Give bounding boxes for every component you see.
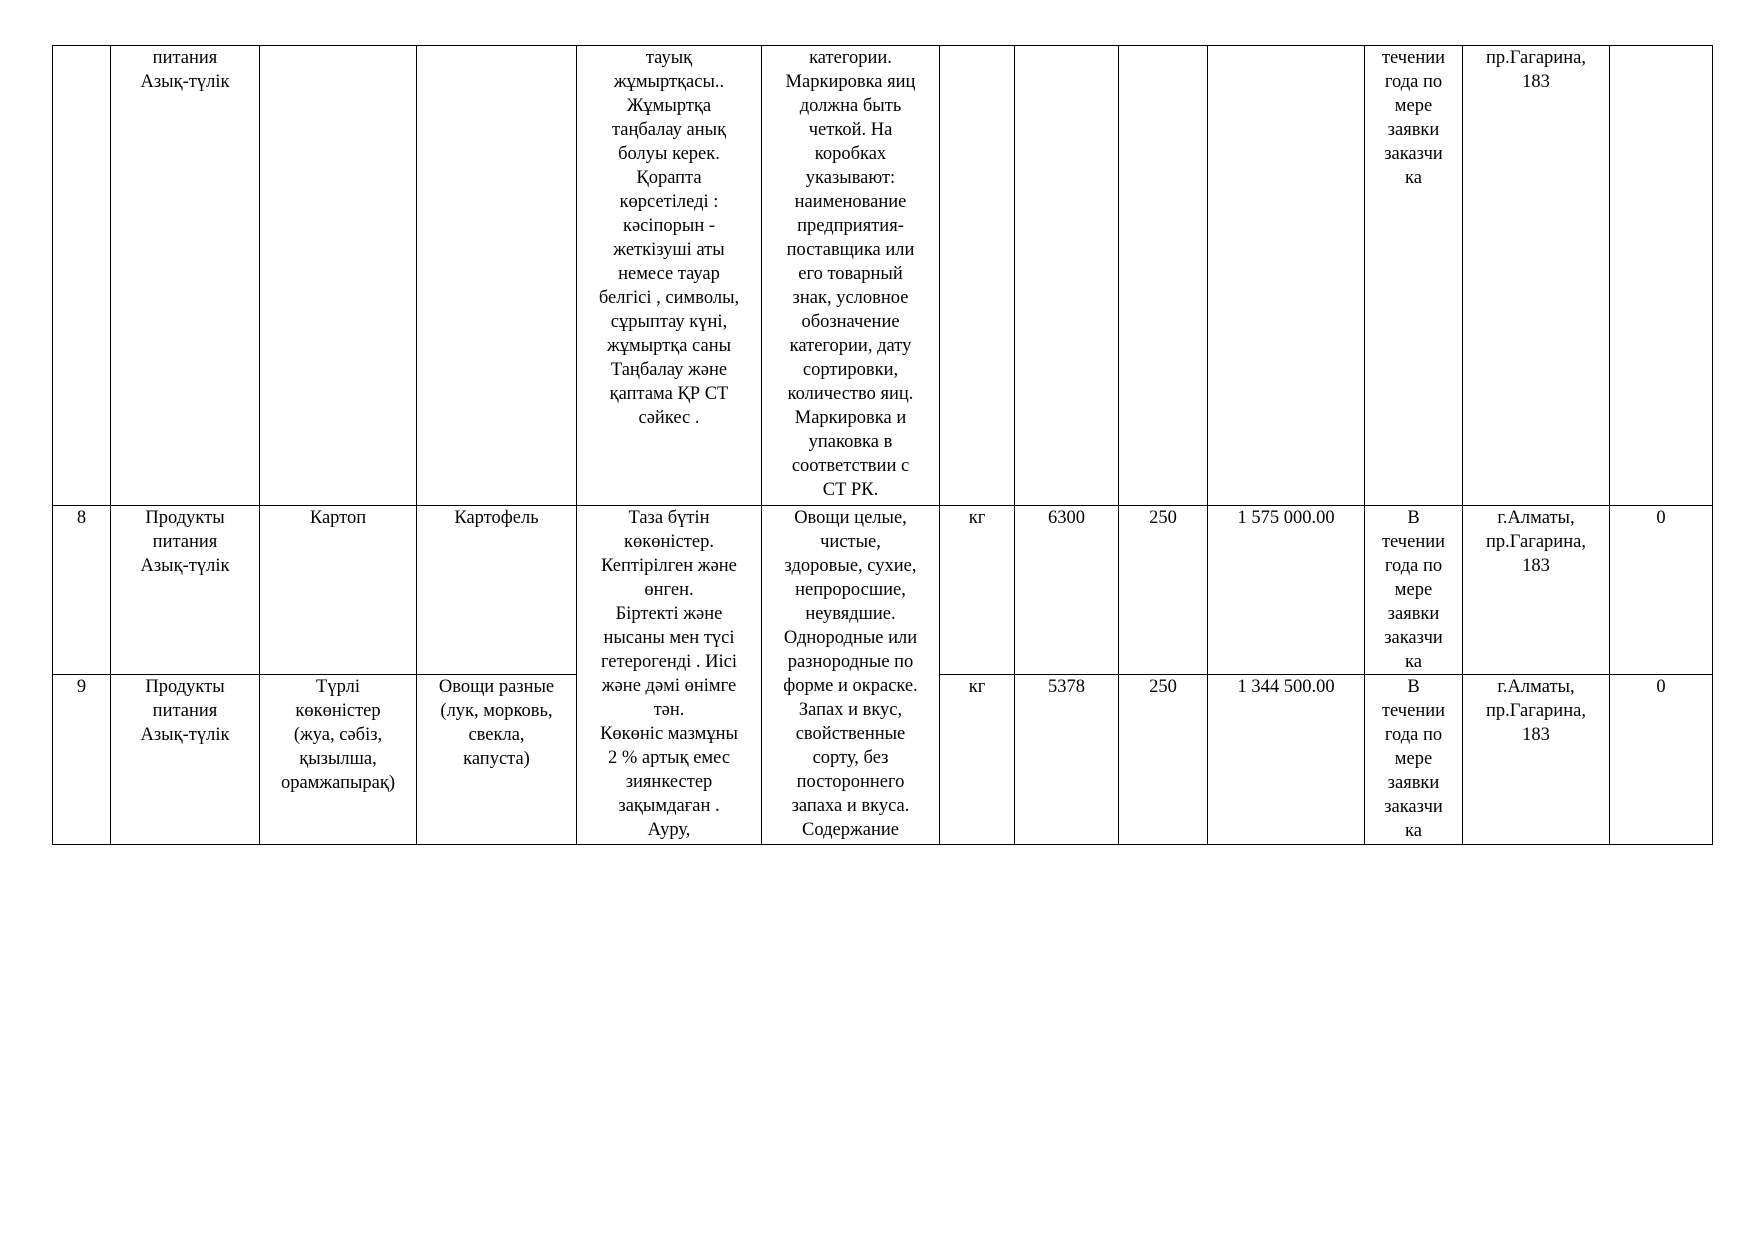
sum-cell: 1 344 500.00	[1208, 675, 1365, 845]
row-number-cell: 9	[53, 675, 111, 845]
name-kz-cell: Түрлі көкөністер (жуа, сәбіз, қызылша, орамжапырақ)	[260, 675, 417, 845]
row-number-cell	[53, 46, 111, 506]
table-row	[53, 506, 1713, 675]
quantity-cell	[1015, 46, 1119, 506]
unit-cell: кг	[940, 675, 1015, 845]
spec-ru-cell: категории. Маркировка яиц должна быть четкой. На коробках указывают: наименование предприятия- поставщика или его товарный знак, условное обозначение категории, дату сортировки, количество яиц. Маркировка и упаковка в соответствии с СТ РК.	[762, 46, 940, 506]
name-kz-cell: Картоп	[260, 506, 417, 675]
unit-cell	[940, 46, 1015, 506]
delivery-term-cell: В течении года по мере заявки заказчи ка	[1365, 675, 1463, 845]
procurement-table	[52, 45, 1713, 845]
delivery-place-cell: пр.Гагарина, 183	[1463, 46, 1610, 506]
delivery-place-cell: г.Алматы, пр.Гагарина, 183	[1463, 675, 1610, 845]
name-kz-cell	[260, 46, 417, 506]
unit-cell: кг	[940, 506, 1015, 675]
price-cell	[1119, 46, 1208, 506]
category-cell: питания Азық-түлік	[111, 46, 260, 506]
spec-kz-cell: тауық жұмыртқасы.. Жұмыртқа таңбалау анық болуы керек. Қорапта көрсетіледі : кәсіпорын - жеткізуші аты немесе тауар белгісі , символы, сұрыптау күні, жұмыртқа саны Таңбалау және қаптама ҚР СТ сәйкес .	[577, 46, 762, 506]
row-number-cell: 8	[53, 506, 111, 675]
quantity-cell: 5378	[1015, 675, 1119, 845]
quantity-cell: 6300	[1015, 506, 1119, 675]
name-ru-cell: Овощи разные (лук, морковь, свекла, капуста)	[417, 675, 577, 845]
advance-cell: 0	[1610, 675, 1713, 845]
name-ru-cell	[417, 46, 577, 506]
name-ru-cell: Картофель	[417, 506, 577, 675]
table-row	[53, 46, 1713, 506]
delivery-place-cell: г.Алматы, пр.Гагарина, 183	[1463, 506, 1610, 675]
spec-kz-cell: Таза бүтін көкөністер. Кептірілген және өнген. Біртекті және нысаны мен түсі гетерогенді . Иісі және дәмі өнімге тән. Көкөніс мазмұны 2 % артық емес зиянкестер зақымдаған . Ауру,	[577, 506, 762, 845]
price-cell: 250	[1119, 506, 1208, 675]
advance-cell	[1610, 46, 1713, 506]
advance-cell: 0	[1610, 506, 1713, 675]
price-cell: 250	[1119, 675, 1208, 845]
delivery-term-cell: В течении года по мере заявки заказчи ка	[1365, 506, 1463, 675]
sum-cell: 1 575 000.00	[1208, 506, 1365, 675]
spec-ru-cell: Овощи целые, чистые, здоровые, сухие, непроросшие, неувядшие. Однородные или разнородные по форме и окраске. Запах и вкус, свойственные сорту, без постороннего запаха и вкуса. Содержание	[762, 506, 940, 845]
category-cell: Продукты питания Азық-түлік	[111, 506, 260, 675]
delivery-term-cell: течении года по мере заявки заказчи ка	[1365, 46, 1463, 506]
sum-cell	[1208, 46, 1365, 506]
category-cell: Продукты питания Азық-түлік	[111, 675, 260, 845]
